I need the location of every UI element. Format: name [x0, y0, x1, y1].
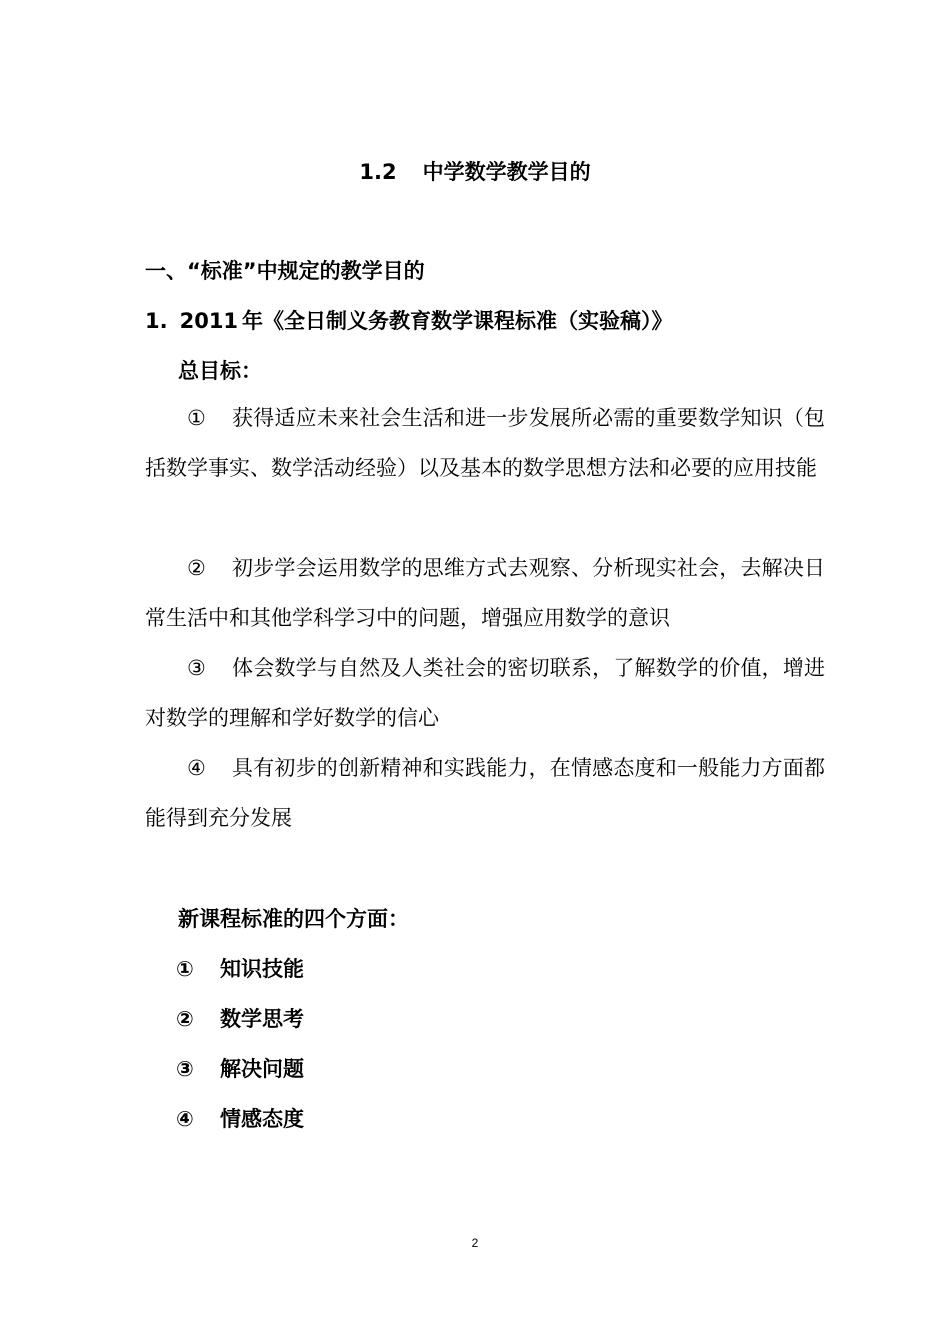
goal-paragraph — [145, 393, 825, 493]
goal-text: 初步学会运用数学的思维方式去观察、分析现实社会，去解决日常生活中和其他学科学习中的问题，增强应用数学的意识 — [145, 556, 826, 630]
aspect-text: 情感态度 — [220, 1107, 304, 1131]
aspect-item — [176, 1103, 304, 1133]
goal-text: 获得适应未来社会生活和进一步发展所必需的重要数学知识（包括数学事实、数学活动经验）以及基本的数学思想方法和必要的应用技能 — [145, 406, 826, 480]
aspect-marker: ④ — [176, 1107, 194, 1131]
title-text: 中学数学教学目的 — [422, 160, 591, 184]
subheading-year: 2011 — [179, 309, 239, 333]
aspect-item — [176, 1053, 304, 1083]
aspect-item — [176, 953, 304, 983]
subheading-text: 年《全日制义务教育数学课程标准（实验稿）》 — [242, 309, 673, 333]
goal-marker: ③ — [187, 656, 207, 680]
aspect-text: 数学思考 — [220, 1007, 304, 1031]
page-number: 2 — [471, 1236, 479, 1250]
goal-text: 体会数学与自然及人类社会的密切联系，了解数学的价值，增进对数学的理解和学好数学的信心 — [145, 656, 826, 730]
goal-marker: ④ — [187, 756, 207, 780]
aspects-label: 新课程标准的四个方面： — [178, 907, 409, 931]
goal-marker: ① — [187, 406, 207, 430]
page-title — [0, 156, 950, 186]
aspect-marker: ② — [176, 1007, 194, 1031]
subheading — [145, 305, 673, 335]
goal-text: 具有初步的创新精神和实践能力，在情感态度和一般能力方面都能得到充分发展 — [145, 756, 826, 830]
aspect-marker: ③ — [176, 1057, 194, 1081]
goal-marker: ② — [187, 556, 207, 580]
aspect-text: 知识技能 — [220, 957, 304, 981]
aspect-marker: ① — [176, 957, 194, 981]
goal-label: 总目标： — [178, 359, 262, 383]
goal-paragraph — [145, 543, 825, 643]
aspect-item — [176, 1003, 304, 1033]
section-heading: 一、“标准”中规定的教学目的 — [145, 259, 425, 283]
subheading-number: 1. — [145, 309, 168, 333]
aspect-text: 解决问题 — [220, 1057, 304, 1081]
title-number: 1.2 — [359, 160, 397, 184]
goal-paragraph — [145, 643, 825, 743]
goal-paragraph — [145, 743, 825, 843]
